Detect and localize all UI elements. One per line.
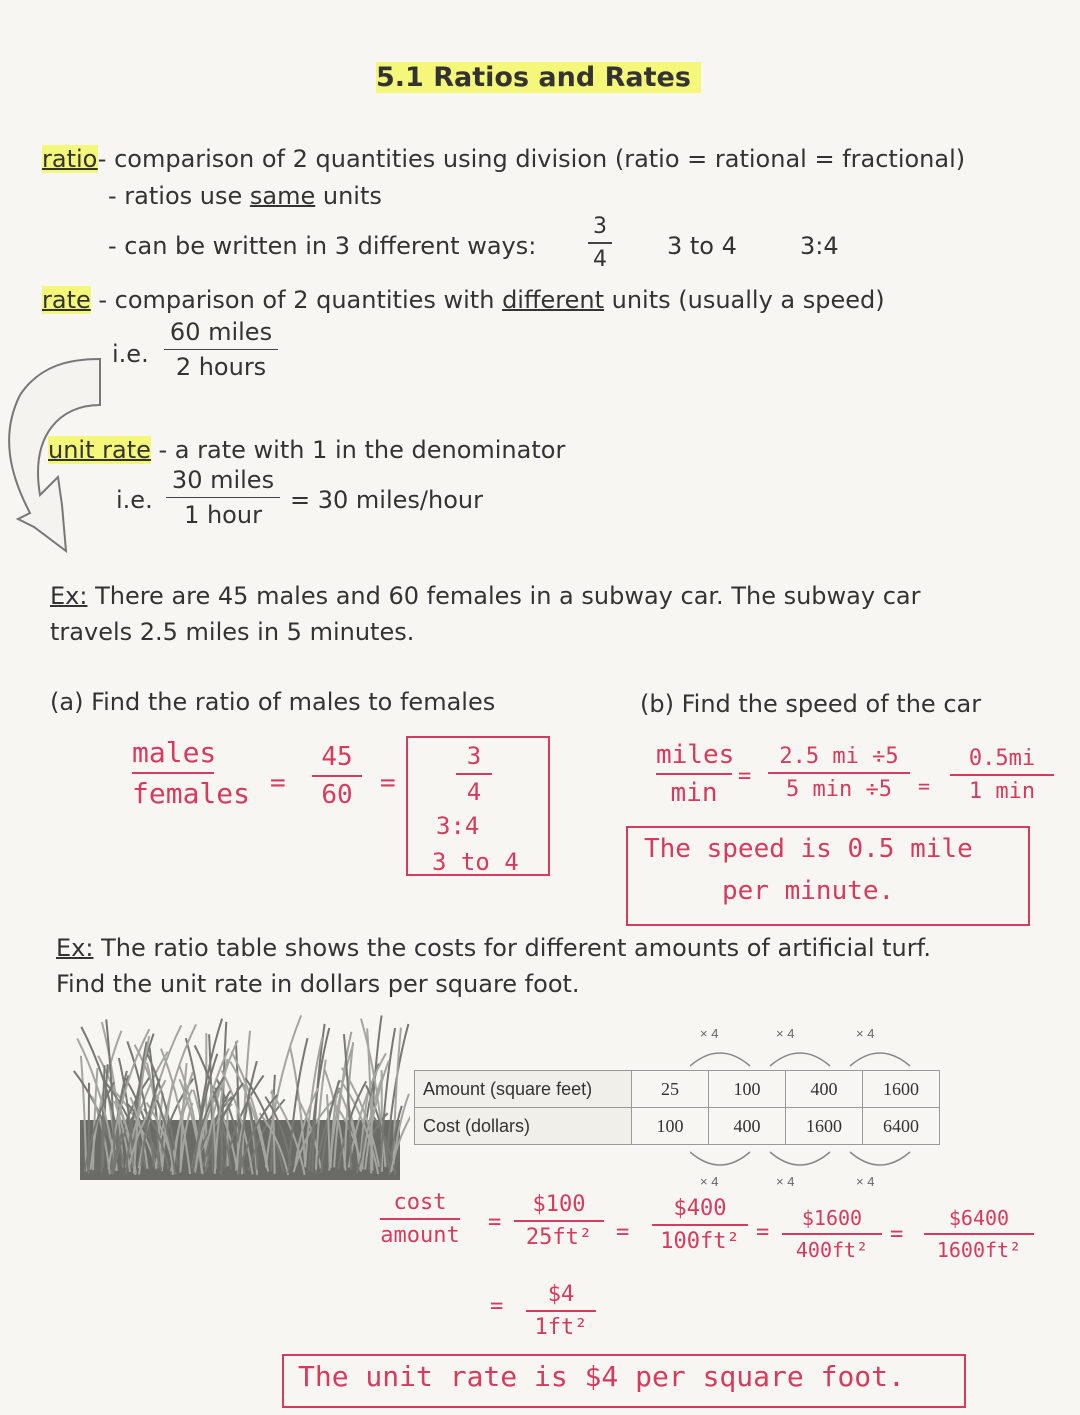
example2-line1 xyxy=(56,934,931,962)
n60: 60 xyxy=(321,780,353,810)
example1-line2: travels 2.5 miles in 5 minutes. xyxy=(50,618,415,646)
rate-term: rate xyxy=(42,286,91,314)
mult-top-1: × 4 xyxy=(700,1026,719,1041)
ratio-same-units xyxy=(108,182,382,210)
example2-line2: Find the unit rate in dollars per square foot. xyxy=(56,970,580,998)
table-cell: 400 xyxy=(786,1071,863,1108)
frac-num: 3 xyxy=(593,214,607,239)
arrows-top-icon xyxy=(690,1026,920,1072)
rate-ie: i.e. xyxy=(112,340,149,368)
ratio-fraction xyxy=(588,214,612,272)
fraction-45-60 xyxy=(312,742,362,810)
cost-amount-fraction xyxy=(368,1190,472,1248)
w-eq-1: = xyxy=(488,1210,502,1235)
table-cell: 6400 xyxy=(863,1108,940,1145)
f4-den: 1600ft² xyxy=(936,1238,1022,1262)
ratio-table xyxy=(414,1070,940,1145)
table-row xyxy=(415,1108,940,1145)
w-eq-4: = xyxy=(890,1222,904,1247)
r-den: 1 min xyxy=(968,779,1036,804)
unit-rate-den: 1 hour xyxy=(184,501,262,529)
amount-word: amount xyxy=(380,1223,460,1248)
rate-def-post: units (usually a speed) xyxy=(604,286,885,314)
min-word: min xyxy=(670,778,718,808)
multiplier-top-row xyxy=(690,1026,920,1072)
rate-num: 60 miles xyxy=(169,318,273,346)
table-cell: 400 xyxy=(709,1108,786,1145)
speed-answer-line1: The speed is 0.5 mile xyxy=(644,834,973,864)
unit-rate-fraction xyxy=(166,466,280,529)
ratio-def-text: - comparison of 2 quantities using division (ratio = rational = fractional) xyxy=(97,145,966,173)
rate-definition xyxy=(42,286,885,314)
table-cell: 25 xyxy=(632,1071,709,1108)
work-frac-4 xyxy=(924,1206,1034,1262)
table-row xyxy=(415,1071,940,1108)
div-den: 5 min ÷5 xyxy=(786,777,892,802)
f1-num: $100 xyxy=(532,1192,586,1217)
u-den: 1ft² xyxy=(534,1315,588,1340)
table-cell: 100 xyxy=(709,1071,786,1108)
ex1-text1: There are 45 males and 60 females in a subway car. The subway car xyxy=(87,582,921,610)
f1-den: 25ft² xyxy=(525,1225,593,1250)
miles-word: miles xyxy=(656,740,735,770)
ratio-way-to: 3 to 4 xyxy=(667,232,737,260)
table-cell: 1600 xyxy=(863,1071,940,1108)
table-cell: 100 xyxy=(632,1108,709,1145)
cost-word: cost xyxy=(393,1190,447,1215)
r-num: 0.5mi xyxy=(968,746,1036,771)
example1-part-b: (b) Find the speed of the car xyxy=(640,690,982,718)
b-equals-2: = xyxy=(918,774,931,798)
rate-example-fraction xyxy=(164,318,278,381)
males-females-fraction xyxy=(132,736,250,810)
w-eq-2: = xyxy=(616,1220,630,1245)
row-label-cost: Cost (dollars) xyxy=(415,1108,632,1145)
mult-bottom-1: × 4 xyxy=(700,1174,719,1189)
div-num: 2.5 mi ÷5 xyxy=(779,744,899,769)
same-post: units xyxy=(315,182,382,210)
ratio-ways-text: - can be written in 3 different ways: xyxy=(108,232,537,260)
unit-rate-ie: i.e. xyxy=(116,486,153,514)
artificial-turf-image xyxy=(70,1010,410,1190)
unit-rate-answer-fraction xyxy=(526,1282,596,1340)
n45: 45 xyxy=(321,742,353,772)
same-pre: - ratios use xyxy=(108,182,250,210)
box-den: 4 xyxy=(466,778,482,806)
work-frac-1 xyxy=(514,1192,604,1250)
ratio-definition xyxy=(42,145,965,173)
f3-num: $1600 xyxy=(801,1206,863,1230)
f2-num: $400 xyxy=(673,1196,727,1221)
speed-answer-line2: per minute. xyxy=(722,876,895,906)
divide-fraction xyxy=(768,744,910,802)
unit-rate-term: unit rate xyxy=(48,436,151,464)
ex2-text1: The ratio table shows the costs for different amounts of artificial turf. xyxy=(93,934,931,962)
w-eq-5: = xyxy=(490,1294,504,1319)
box-colon: 3:4 xyxy=(436,812,480,840)
unit-rate-num: 30 miles xyxy=(171,466,275,494)
same-word: same xyxy=(249,182,316,210)
frac-den: 4 xyxy=(593,247,607,272)
multiplier-bottom-row xyxy=(690,1146,920,1192)
males-word: males xyxy=(132,736,217,769)
box-to: 3 to 4 xyxy=(432,848,519,876)
example1-part-a: (a) Find the ratio of males to females xyxy=(50,688,496,716)
unit-rate-answer: The unit rate is $4 per square foot. xyxy=(298,1360,905,1393)
box-fraction-3-4 xyxy=(456,742,492,806)
example1-line1 xyxy=(50,582,920,610)
females-word: females xyxy=(132,777,251,810)
unit-rate-result: = 30 miles/hour xyxy=(290,486,483,514)
a-equals-1: = xyxy=(270,768,286,798)
miles-min-fraction xyxy=(656,740,735,808)
mult-bottom-3: × 4 xyxy=(856,1174,875,1189)
row-label-amount: Amount (square feet) xyxy=(415,1071,632,1108)
result-fraction xyxy=(950,746,1054,804)
unit-rate-definition xyxy=(48,436,565,464)
unit-rate-def: - a rate with 1 in the denominator xyxy=(150,436,566,464)
rate-def-pre: - comparison of 2 quantities with xyxy=(90,286,503,314)
rate-def-word: different xyxy=(502,286,604,314)
work-frac-2 xyxy=(652,1196,748,1254)
arrows-bottom-icon xyxy=(690,1146,920,1192)
b-equals-1: = xyxy=(738,764,752,789)
f4-num: $6400 xyxy=(948,1206,1010,1230)
ratio-term: ratio xyxy=(42,145,98,173)
ex2-label: Ex: xyxy=(56,934,94,962)
box-num: 3 xyxy=(466,742,482,770)
table-cell: 1600 xyxy=(786,1108,863,1145)
a-equals-2: = xyxy=(380,768,396,798)
mult-top-2: × 4 xyxy=(776,1026,795,1041)
page-title: 5.1 Ratios and Rates xyxy=(376,62,701,93)
ratio-way-colon: 3:4 xyxy=(800,232,839,260)
work-frac-3 xyxy=(782,1206,882,1262)
f3-den: 400ft² xyxy=(795,1238,869,1262)
u-num: $4 xyxy=(547,1282,575,1307)
f2-den: 100ft² xyxy=(660,1229,740,1254)
mult-bottom-2: × 4 xyxy=(776,1174,795,1189)
ex1-label: Ex: xyxy=(50,582,88,610)
mult-top-3: × 4 xyxy=(856,1026,875,1041)
rate-den: 2 hours xyxy=(175,353,267,381)
w-eq-3: = xyxy=(756,1220,770,1245)
